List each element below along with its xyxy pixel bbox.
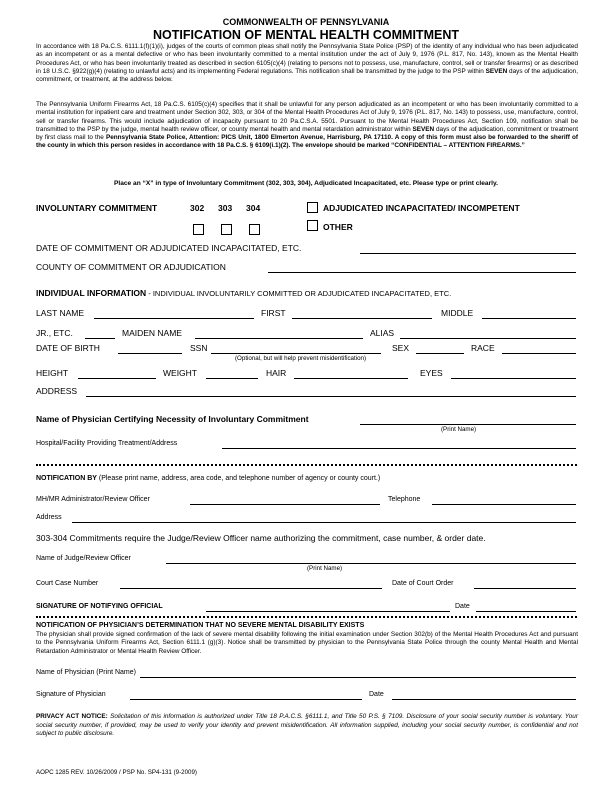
checkbox-304[interactable] [249,224,260,235]
physician-name-field[interactable] [360,424,576,425]
hair-label: HAIR [266,368,287,378]
sex-label: SEX [392,343,410,353]
alias-field[interactable] [400,338,576,339]
signature-date-label: Date [455,603,470,610]
checkbox-other[interactable] [307,220,318,231]
other-label: OTHER [323,222,353,232]
checkbox-adjudicated[interactable] [307,202,318,213]
eyes-label: EYES [420,368,443,378]
address-field[interactable] [86,396,576,397]
county-label: COUNTY OF COMMITMENT OR ADJUDICATION [36,262,226,272]
adjudicated-label: ADJUDICATED INCAPACITATED/ INCOMPETENT [323,203,520,213]
commonwealth-heading: COMMONWEALTH OF PENNSYLVANIA [222,17,390,27]
date-of-commitment-label: DATE OF COMMITMENT OR ADJUDICATED INCAPACITATED, ETC. [36,243,302,253]
notification-address-label: Address [36,514,62,521]
signature-date-field[interactable] [476,611,576,612]
admin-label: MH/MR Administrator/Review Officer [36,496,150,503]
intro-paragraph-2: The Pennsylvania Uniform Firearms Act, 18 Pa.C.S. 6105(c)(4) specifies that it shall be unlawful for any person adjudicated as an incompetent or who has been involuntarily committed to a mental institution for inpatient care and treatment under Section 302, 303, or 304 of the Mental Health Procedures Act of July 9, 1976 (P.L. 817, No. 143) to possess, use, manufacture, control, sell or transfer firearms. This would include adjudication of incapacity pursuant to 20 Pa.C.S.A. 5501. Pursuant to the Mental Health Procedures Act, Section 109, notification shall be transmitted to the PSP by the judge, mental health review officer, or county mental health and mental retardation administrator within SEVEN days of the adjudication, commitment or treatment by first class mail to the Pennsylvania State Police, Attention: PICS Unit, 1800 Elmerton Avenue, Harrisburg, PA 17110. A copy of this form must also be forwarded to the sheriff of the county in which this person resides in accordance with 18 Pa.C.S. § 6109(i.1)(2). The envelope should be marked “CONFIDENTIAL – ATTENTION FIREARMS.” [36,101,578,150]
ssn-label: SSN [190,343,208,353]
order-date-label: Date of Court Order [392,580,454,587]
sex-field[interactable] [416,353,464,354]
weight-label: WEIGHT [163,368,197,378]
middle-name-field[interactable] [482,318,576,319]
first-name-label: FIRST [261,308,286,318]
dotted-separator-1 [36,464,577,466]
form-footer: AOPC 1285 REV. 10/26/2009 / PSP No. SP4-131 (9-2009) [36,769,197,776]
admin-field[interactable] [190,504,380,505]
physician-print-name-note: (Print Name) [441,426,477,433]
judge-name-field[interactable] [166,563,576,564]
judge-name-label: Name of Judge/Review Officer [36,555,131,562]
date-of-commitment-field[interactable] [360,253,576,254]
case-number-field[interactable] [120,588,382,589]
physician-date-field[interactable] [392,699,576,700]
signature-field[interactable] [206,611,450,612]
alias-label: ALIAS [370,328,395,338]
physician-name-label: Name of Physician (Print Name) [36,669,136,676]
last-name-label: LAST NAME [36,308,85,318]
case-number-label: Court Case Number [36,580,99,587]
dob-label: DATE OF BIRTH [36,343,100,353]
form-title: NOTIFICATION OF MENTAL HEALTH COMMITMENT [153,28,459,42]
checkbox-303[interactable] [221,224,232,235]
race-label: RACE [471,343,495,353]
privacy-act-notice: PRIVACY ACT NOTICE: Solicitation of this information is authorized under Title 18 P.A.C.S. §6111.1, and Title 50 P.S. § 7109. Disclosure of your social security number is voluntary. Your social security number, if provided, may be used to verify your identity and prevent misidentification. All information supplied, including your social security number, is confidential and not subject to public disclosure. [36,713,578,738]
physician-date-label: Date [369,691,384,698]
telephone-field[interactable] [432,504,576,505]
dob-field[interactable] [118,353,182,354]
height-field[interactable] [78,378,156,379]
county-field[interactable] [268,272,576,273]
ssn-field[interactable] [211,353,381,354]
first-name-field[interactable] [292,318,432,319]
race-field[interactable] [502,353,576,354]
determination-physician-name-field[interactable] [140,677,576,678]
determination-heading: NOTIFICATION OF PHYSICIAN’S DETERMINATION THAT NO SEVERE MENTAL DISABILITY EXISTS [36,622,365,629]
judge-print-name-note: (Print Name) [307,565,343,572]
maiden-name-field[interactable] [195,338,363,339]
hospital-field[interactable] [222,448,576,449]
jr-field[interactable] [85,338,115,339]
checkbox-302[interactable] [193,224,204,235]
involuntary-commitment-label: INVOLUNTARY COMMITMENT [36,203,158,213]
code-302-label: 302 [190,203,205,213]
notification-address-field[interactable] [72,522,576,523]
individual-info-heading: INDIVIDUAL INFORMATION - INDIVIDUAL INVOLUNTARILY COMMITTED OR ADJUDICATED INCAPACITATED, ETC. [36,288,452,298]
order-date-field[interactable] [474,588,576,589]
hospital-label: Hospital/Facility Providing Treatment/Address [36,440,178,447]
code-304-label: 304 [246,203,261,213]
address-label: ADDRESS [36,386,78,396]
determination-text: The physician shall provide signed confirmation of the lack of severe mental disability following the initial examination under Section 302(b) of the Mental Health Procedures Act and pursuant to the Pennsylvania Uniform Firearms Act, Section 6111.1 (g)(3). Notice shall be transmitted by physician to the Pennsylvania State Police through the county Mental Health and Mental Retardation Administrator or Mental Health Review Officer. [36,631,578,655]
physician-signature-field[interactable] [130,699,362,700]
hair-field[interactable] [294,378,408,379]
telephone-label: Telephone [388,496,421,503]
code-303-label: 303 [218,203,233,213]
last-name-field[interactable] [94,318,254,319]
height-label: HEIGHT [36,368,69,378]
judge-note: 303-304 Commitments require the Judge/Review Officer name authorizing the commitment, case number, & order date. [36,533,486,543]
notification-by-heading: NOTIFICATION BY (Please print name, address, area code, and telephone number of agency or county court.) [36,475,381,482]
signature-label: SIGNATURE OF NOTIFYING OFFICIAL [36,603,163,610]
instruction-text: Place an “X” in type of Involuntary Commitment (302, 303, 304), Adjudicated Incapacitated, etc. Please type or print clearly. [113,180,499,187]
weight-field[interactable] [206,378,258,379]
dotted-separator-2 [36,616,577,618]
ssn-note: (Optional, but will help prevent misidentification) [235,355,367,362]
eyes-field[interactable] [451,378,576,379]
middle-name-label: MIDDLE [441,308,474,318]
jr-label: JR., ETC. [36,328,73,338]
intro-paragraph-1: In accordance with 18 Pa.C.S. 6111.1(f)(1)(i), judges of the courts of common pleas shall notify the Pennsylvania State Police (PSP) of the identity of any individual who has been adjudicated as an incompetent or as a mental defective or who has been involuntarily committed to a mental institution under the act of July 9, 1976 (P.L. 817, No. 143), known as the Mental Health Procedures Act, or who has been involuntarily treated as described in section 6105(c)(4) (relating to persons not to possess, use, manufacture, control, sell or transfer firearms) or as described in 18 U.S.C. §922(g)(4) (relating to unlawful acts) and its implementing Federal regulations. This notification shall be transmitted by the judge to the PSP within SEVEN days of the adjudication, commitment, or treatment, at the address below. [36,43,578,84]
physician-heading: Name of Physician Certifying Necessity of Involuntary Commitment [36,414,309,424]
physician-signature-label: Signature of Physician [36,691,106,698]
maiden-name-label: MAIDEN NAME [122,328,182,338]
